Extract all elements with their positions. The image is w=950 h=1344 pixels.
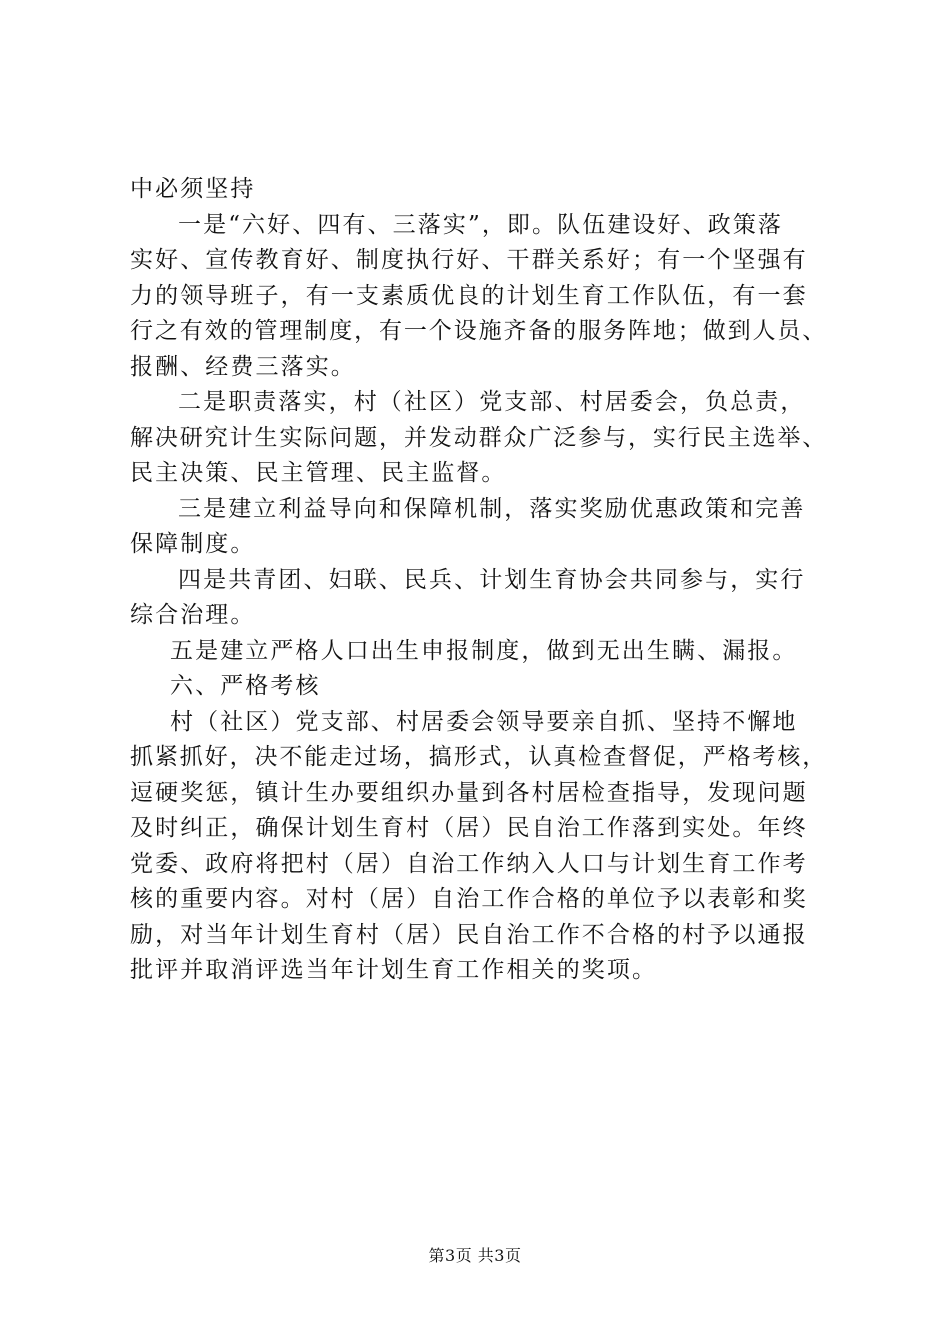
- text-line: 保障制度。: [130, 531, 256, 557]
- text-line: 五是建立严格人口出生申报制度，做到无出生瞒、漏报。: [170, 637, 798, 664]
- text-line: 批评并取消评选当年计划生育工作相关的奖项。: [130, 957, 658, 983]
- text-line: 一是“六好、四有、三落实”，即。队伍建设好、政策落: [178, 211, 784, 238]
- text-line: 及时纠正，确保计划生育村（居）民自治工作落到实处。年终: [130, 815, 808, 841]
- text-line: 中必须坚持: [130, 176, 256, 202]
- page-number-footer: 第3页 共3页: [428, 1246, 522, 1265]
- text-line: 三是建立利益导向和保障机制，落实奖励优惠政策和完善: [178, 495, 806, 522]
- text-line: 村（社区）党支部、村居委会领导要亲自抓、坚持不懈地: [170, 708, 798, 735]
- document-body: [130, 172, 830, 989]
- text-line: 力的领导班子，有一支素质优良的计划生育工作队伍，有一套: [130, 282, 808, 309]
- text-line: 逗硬奖惩，镇计生办要组织办量到各村居检查指导，发现问题: [130, 779, 808, 806]
- text-line: 党委、政府将把村（居）自治工作纳入人口与计划生育工作考: [130, 850, 808, 877]
- text-line: 民主决策、民主管理、民主监督。: [130, 460, 507, 486]
- text-line: 二是职责落实，村（社区）党支部、村居委会，负总责，: [178, 389, 806, 415]
- text-line: 抓紧抓好，决不能走过场，搞形式，认真检查督促，严格考核，: [130, 744, 828, 770]
- text-line: 行之有效的管理制度，有一个设施齐备的服务阵地；做到人员、: [130, 318, 828, 344]
- text-line: 解决研究计生实际问题，并发动群众广泛参与，实行民主选举、: [130, 424, 828, 451]
- text-line: 励，对当年计划生育村（居）民自治工作不合格的村予以通报: [130, 921, 808, 948]
- text-line: 综合治理。: [130, 602, 256, 628]
- text-line: 报酬、经费三落实。: [130, 353, 356, 380]
- text-line: 四是共青团、妇联、民兵、计划生育协会共同参与，实行: [178, 566, 806, 593]
- section-heading: 六、严格考核: [170, 673, 321, 699]
- text-line: 实好、宣传教育好、制度执行好、干群关系好；有一个坚强有: [130, 247, 808, 273]
- text-line: 核的重要内容。对村（居）自治工作合格的单位予以表彰和奖: [130, 886, 808, 912]
